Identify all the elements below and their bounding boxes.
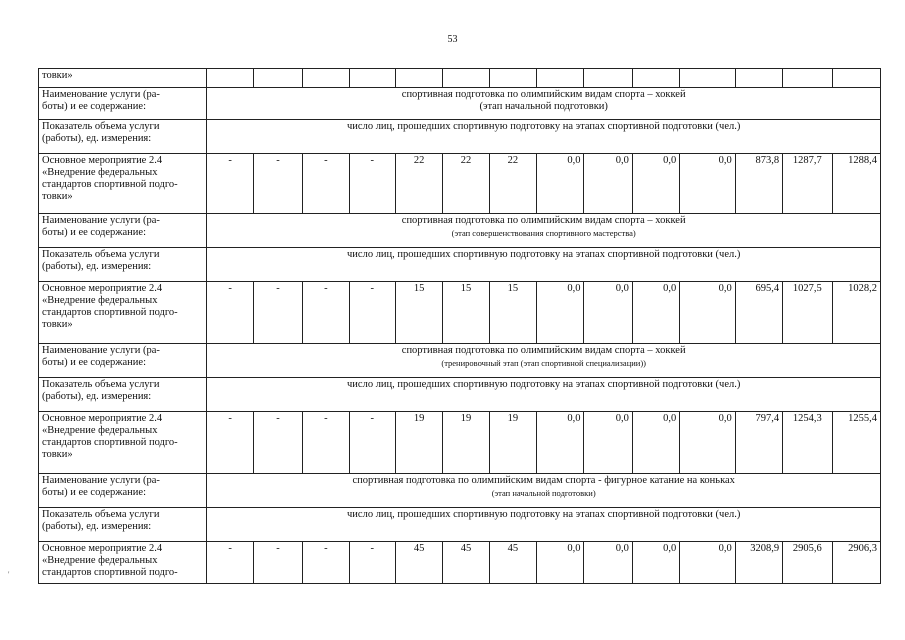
empty-cell	[489, 69, 536, 88]
activity-label: Основное мероприятие 2.4 «Внедрение федеральных стандартов спортивной подго- товки»	[39, 412, 207, 474]
service-description	[207, 88, 881, 120]
dash-cell: -	[253, 542, 302, 584]
empty-cell	[680, 69, 735, 88]
volume-label: Показатель объема услуги (работы), ед. измерения:	[39, 248, 207, 282]
service-label: Наименование услуги (ра- боты) и ее содержание:	[39, 474, 207, 508]
dash-cell: -	[207, 412, 253, 474]
value-cell: 2905,6	[783, 542, 832, 584]
value-cell: 0,0	[680, 154, 735, 214]
dash-cell: -	[349, 282, 395, 344]
service-label: Наименование услуги (ра- боты) и ее содержание:	[39, 344, 207, 378]
activity-row	[39, 542, 881, 584]
empty-cell	[735, 69, 782, 88]
empty-cell	[443, 69, 489, 88]
value-cell: 45	[443, 542, 489, 584]
volume-description: число лиц, прошедших спортивную подготовку на этапах спортивной подготовки (чел.)	[207, 120, 881, 154]
value-cell: 1028,2	[832, 282, 881, 344]
service-description	[207, 474, 881, 508]
dash-cell: -	[303, 412, 349, 474]
dash-cell: -	[349, 154, 395, 214]
volume-label: Показатель объема услуги (работы), ед. измерения:	[39, 378, 207, 412]
empty-cell	[207, 69, 253, 88]
value-cell: 1027,5	[783, 282, 832, 344]
value-cell: 15	[443, 282, 489, 344]
value-cell: 1287,7	[783, 154, 832, 214]
volume-description: число лиц, прошедших спортивную подготовку на этапах спортивной подготовки (чел.)	[207, 508, 881, 542]
empty-cell	[584, 69, 632, 88]
value-cell: 695,4	[735, 282, 782, 344]
value-cell: 873,8	[735, 154, 782, 214]
empty-cell	[832, 69, 881, 88]
value-cell: 0,0	[537, 154, 584, 214]
value-cell: 19	[489, 412, 536, 474]
value-cell: 0,0	[632, 412, 679, 474]
value-cell: 22	[443, 154, 489, 214]
value-cell: 15	[489, 282, 536, 344]
value-cell: 0,0	[632, 282, 679, 344]
service-stage: (этап начальной подготовки)	[479, 101, 608, 112]
value-cell: 797,4	[735, 412, 782, 474]
empty-cell	[783, 69, 832, 88]
service-stage: (этап начальной подготовки)	[491, 488, 596, 498]
table-body	[39, 69, 881, 584]
volume-description: число лиц, прошедших спортивную подготовку на этапах спортивной подготовки (чел.)	[207, 378, 881, 412]
value-cell: 0,0	[584, 412, 632, 474]
dash-cell: -	[253, 154, 302, 214]
value-cell: 0,0	[680, 542, 735, 584]
value-cell: 0,0	[584, 282, 632, 344]
row-label: товки»	[39, 69, 207, 88]
empty-cell	[632, 69, 679, 88]
dash-cell: -	[303, 282, 349, 344]
page-number: 53	[447, 34, 458, 45]
service-row	[39, 88, 881, 120]
dash-cell: -	[207, 154, 253, 214]
volume-label: Показатель объема услуги (работы), ед. измерения:	[39, 120, 207, 154]
empty-cell	[303, 69, 349, 88]
service-description	[207, 214, 881, 248]
value-cell: 1255,4	[832, 412, 881, 474]
volume-row	[39, 508, 881, 542]
value-cell: 0,0	[537, 542, 584, 584]
value-cell: 15	[395, 282, 442, 344]
service-row	[39, 474, 881, 508]
value-cell: 0,0	[584, 154, 632, 214]
service-label: Наименование услуги (ра- боты) и ее содержание:	[39, 214, 207, 248]
value-cell: 45	[395, 542, 442, 584]
empty-cell	[253, 69, 302, 88]
activity-label: Основное мероприятие 2.4 «Внедрение федеральных стандартов спортивной подго- товки»	[39, 154, 207, 214]
service-title: спортивная подготовка по олимпийским видам спорта – хоккей	[401, 345, 686, 356]
value-cell: 0,0	[537, 282, 584, 344]
activity-row	[39, 282, 881, 344]
value-cell: 2906,3	[832, 542, 881, 584]
value-cell: 0,0	[680, 412, 735, 474]
empty-cell	[537, 69, 584, 88]
value-cell: 0,0	[584, 542, 632, 584]
volume-description: число лиц, прошедших спортивную подготовку на этапах спортивной подготовки (чел.)	[207, 248, 881, 282]
dash-cell: -	[207, 282, 253, 344]
service-stage: (этап совершенствования спортивного мастерства)	[451, 228, 636, 238]
service-stage: (тренировочный этап (этап спортивной специализации))	[441, 358, 646, 368]
service-label: Наименование услуги (ра- боты) и ее содержание:	[39, 88, 207, 120]
activity-label: Основное мероприятие 2.4 «Внедрение федеральных стандартов спортивной подго-	[39, 542, 207, 584]
value-cell: 3208,9	[735, 542, 782, 584]
value-cell: 0,0	[632, 154, 679, 214]
value-cell: 0,0	[632, 542, 679, 584]
value-cell: 0,0	[537, 412, 584, 474]
dash-cell: -	[303, 154, 349, 214]
value-cell: 1288,4	[832, 154, 881, 214]
service-description	[207, 344, 881, 378]
dash-cell: -	[253, 282, 302, 344]
value-cell: 1254,3	[783, 412, 832, 474]
volume-row	[39, 378, 881, 412]
value-cell: 0,0	[680, 282, 735, 344]
value-cell: 19	[443, 412, 489, 474]
volume-row	[39, 120, 881, 154]
data-table	[38, 68, 881, 584]
service-row	[39, 344, 881, 378]
margin-mark: '	[8, 570, 10, 579]
table-row	[39, 69, 881, 88]
dash-cell: -	[303, 542, 349, 584]
service-title: спортивная подготовка по олимпийским видам спорта – хоккей	[401, 89, 686, 100]
volume-label: Показатель объема услуги (работы), ед. измерения:	[39, 508, 207, 542]
empty-cell	[349, 69, 395, 88]
value-cell: 19	[395, 412, 442, 474]
volume-row	[39, 248, 881, 282]
value-cell: 22	[489, 154, 536, 214]
service-title: спортивная подготовка по олимпийским видам спорта – хоккей	[401, 215, 686, 226]
service-row	[39, 214, 881, 248]
service-title: спортивная подготовка по олимпийским видам спорта - фигурное катание на коньках	[352, 475, 735, 486]
dash-cell: -	[253, 412, 302, 474]
empty-cell	[395, 69, 442, 88]
dash-cell: -	[207, 542, 253, 584]
value-cell: 45	[489, 542, 536, 584]
activity-row	[39, 412, 881, 474]
dash-cell: -	[349, 542, 395, 584]
activity-row	[39, 154, 881, 214]
activity-label: Основное мероприятие 2.4 «Внедрение федеральных стандартов спортивной подго- товки»	[39, 282, 207, 344]
value-cell: 22	[395, 154, 442, 214]
dash-cell: -	[349, 412, 395, 474]
